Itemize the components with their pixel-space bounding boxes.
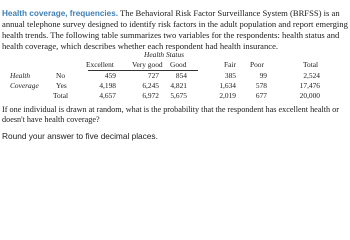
column-group-label: Health Status [144,50,185,59]
col-header-total: Total [303,60,319,69]
col-header-good: Good [170,60,187,69]
col-header-poor: Poor [250,60,264,69]
row-label-no: No [56,71,66,80]
table-cell: 677 [255,91,267,100]
table-cell: 99 [259,71,267,80]
problem-intro: The Behavioral Risk Factor Surveillance System (BRFSS) is an annual telephone survey designed to identify risk factors in the adult population and report emerging health trends. The following table summarizes two variables for the respondents: health status and health coverage, which describes whether each respondent had health insurance. [2,8,348,51]
question-text: If one individual is drawn at random, what is the probability that the respondent has excellent health or doesn't have health coverage? [2,105,339,125]
row-group-label-health: Health [10,71,31,80]
col-header-fair: Fair [224,60,236,69]
row-label-total: Total [53,91,69,100]
col-header-very-good: Very good [132,60,163,69]
table-cell: 385 [224,71,236,80]
col-header-excellent: Excellent [86,60,114,69]
table-cell: 4,657 [99,91,116,100]
table-cell: 2,524 [303,71,320,80]
table-cell: 578 [255,81,267,90]
table-cell: 1,634 [219,81,236,90]
table-cell: 6,245 [142,81,159,90]
problem-title: Health coverage, frequencies. [2,9,119,18]
row-label-yes: Yes [56,81,67,90]
table-cell: 6,972 [142,91,159,100]
rounding-instruction: Round your answer to five decimal places. [2,131,158,141]
table-cell: 459 [104,71,116,80]
table-cell: 727 [147,71,159,80]
table-cell: 4,198 [99,81,116,90]
table-cell: 17,476 [299,81,320,90]
table-cell: 854 [175,71,187,80]
table-cell: 20,000 [299,91,320,100]
row-group-label-coverage: Coverage [10,81,39,90]
table-cell: 2,019 [219,91,236,100]
table-cell: 5,675 [170,91,187,100]
table-cell: 4,821 [170,81,187,90]
problem-paragraph [2,8,348,52]
